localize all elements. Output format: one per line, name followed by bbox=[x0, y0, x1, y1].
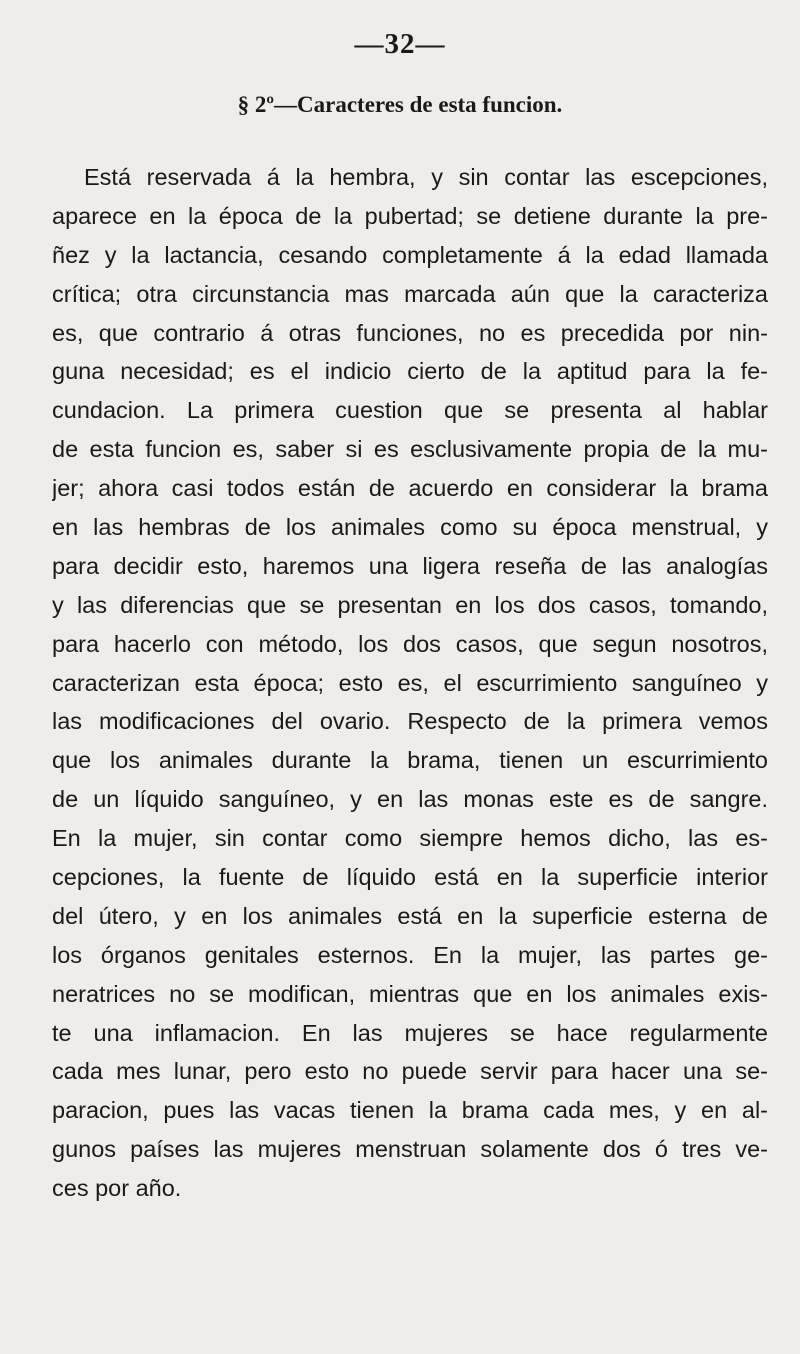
text-line: aparece en la época de la pubertad; se detiene durante la pre- bbox=[52, 202, 768, 229]
page-number: —32— bbox=[354, 28, 446, 60]
text-line: gunos países las mujeres menstruan solamente dos ó tres ve- bbox=[52, 1136, 768, 1163]
text-line: que los animales durante la brama, tienen un escurrimiento bbox=[52, 747, 768, 774]
text-line: En la mujer, sin contar como siempre hemos dicho, las es- bbox=[52, 825, 768, 852]
text-line: es, que contrario á otras funciones, no es precedida por nin- bbox=[52, 319, 768, 346]
text-line: caracterizan esta época; esto es, el escurrimiento sanguíneo y bbox=[52, 669, 768, 696]
section-heading: § 2º—Caracteres de esta funcion. bbox=[237, 92, 563, 117]
text-line: del útero, y en los animales está en la superficie esterna de bbox=[52, 902, 768, 929]
text-line: ces por año. bbox=[52, 1175, 182, 1202]
text-line: guna necesidad; es el indicio cierto de la aptitud para la fe- bbox=[52, 358, 768, 385]
text-line: crítica; otra circunstancia mas marcada aún que la caracteriza bbox=[52, 280, 768, 307]
text-line: cada mes lunar, pero esto no puede servir para hacer una se- bbox=[52, 1058, 768, 1085]
text-line: de esta funcion es, saber si es esclusivamente propia de la mu- bbox=[52, 436, 768, 463]
text-line: cundacion. La primera cuestion que se presenta al hablar bbox=[52, 397, 768, 424]
text-line: te una inflamacion. En las mujeres se hace regularmente bbox=[52, 1019, 768, 1046]
text-line: Está reservada á la hembra, y sin contar las escepciones, bbox=[84, 164, 768, 190]
text-line: cepciones, la fuente de líquido está en la superficie interior bbox=[52, 864, 768, 891]
text-line: en las hembras de los animales como su época menstrual, y bbox=[52, 514, 768, 541]
text-line: los órganos genitales esternos. En la mujer, las partes ge- bbox=[52, 941, 768, 968]
text-line: para decidir esto, haremos una ligera reseña de las analogías bbox=[52, 552, 768, 579]
text-line: ñez y la lactancia, cesando completamente á la edad llamada bbox=[52, 241, 768, 268]
body-paragraph bbox=[52, 158, 768, 1208]
text-line: de un líquido sanguíneo, y en las monas este es de sangre. bbox=[52, 786, 768, 813]
text-line: y las diferencias que se presentan en los dos casos, tomando, bbox=[52, 591, 768, 618]
text-line: las modificaciones del ovario. Respecto de la primera vemos bbox=[52, 708, 768, 735]
text-line: neratrices no se modifican, mientras que en los animales exis- bbox=[52, 980, 768, 1007]
text-line: paracion, pues las vacas tienen la brama cada mes, y en al- bbox=[52, 1097, 768, 1124]
text-line: jer; ahora casi todos están de acuerdo en considerar la brama bbox=[52, 475, 768, 502]
text-line: para hacerlo con método, los dos casos, que segun nosotros, bbox=[52, 630, 768, 657]
